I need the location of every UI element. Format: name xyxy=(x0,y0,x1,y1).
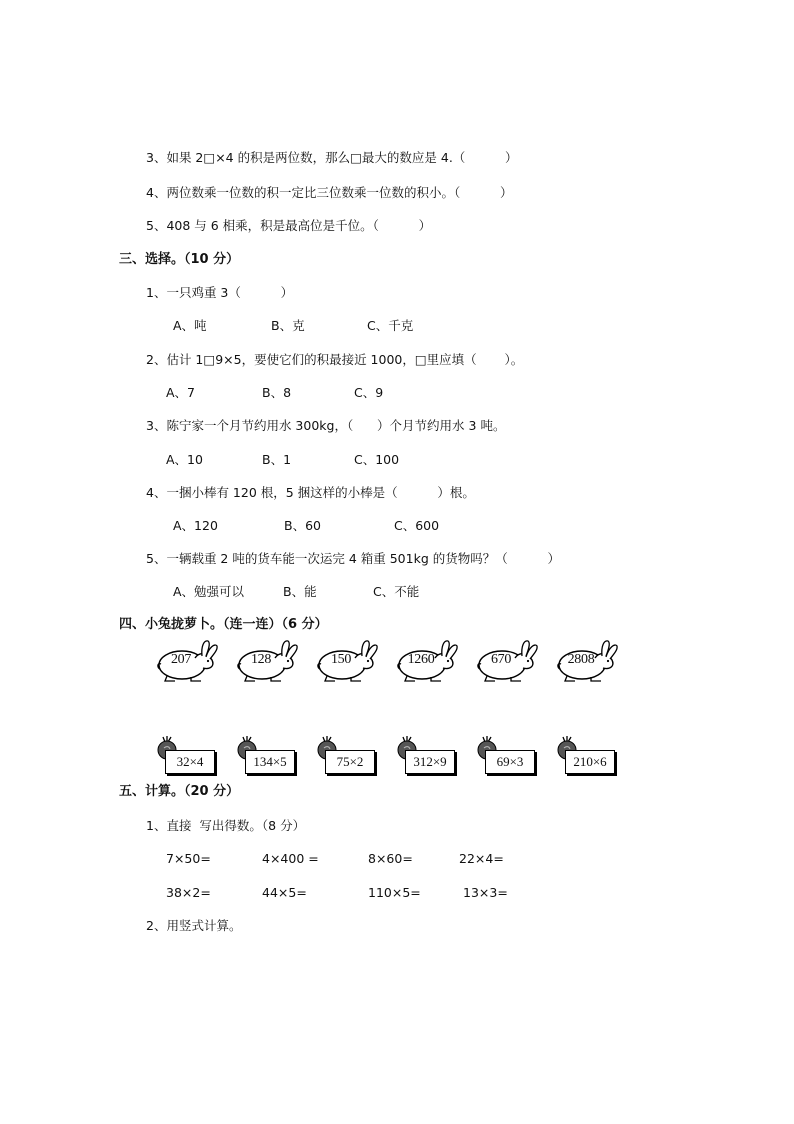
choice-4-option-c: C、600 xyxy=(394,518,440,533)
judge-question-3: 3、如果 2□×4 的积是两位数，那么□最大的数应是 4.（ ） xyxy=(146,150,518,165)
calc-item: 44×5= xyxy=(262,885,307,900)
choice-question-4: 4、一捆小棒有 120 根，5 捆这样的小棒是（ ）根。 xyxy=(146,485,475,500)
carrot-expression: 32×4 xyxy=(165,750,215,774)
rabbit xyxy=(475,638,541,684)
choice-3-option-a: A、10 xyxy=(166,452,203,467)
section-title-choice: 三、选择。（10 分） xyxy=(119,252,240,267)
rabbit xyxy=(155,638,221,684)
choice-5-option-c: C、不能 xyxy=(373,584,420,599)
calc-item: 8×60= xyxy=(368,851,413,866)
choice-1-option-c: C、千克 xyxy=(367,318,414,333)
calc-item: 13×3= xyxy=(463,885,508,900)
rabbit-number: 128 xyxy=(250,652,272,667)
choice-2-option-a: A、7 xyxy=(166,385,196,400)
carrot xyxy=(395,734,457,776)
rabbit-number: 150 xyxy=(330,652,352,667)
choice-4-option-b: B、60 xyxy=(284,518,321,533)
rabbit xyxy=(555,638,621,684)
choice-3-option-c: C、100 xyxy=(354,452,400,467)
rabbit xyxy=(395,638,461,684)
calc-subtitle-1: 1、直接 写出得数。（8 分） xyxy=(146,818,306,833)
rabbit-number: 670 xyxy=(490,652,512,667)
choice-1-option-b: B、克 xyxy=(271,318,305,333)
rabbit-number: 1260 xyxy=(407,652,435,667)
judge-question-5: 5、408 与 6 相乘，积是最高位是千位。（ ） xyxy=(146,218,432,233)
choice-question-3: 3、陈宁家一个月节约用水 300kg，（ ）个月节约用水 3 吨。 xyxy=(146,418,506,433)
choice-2-option-b: B、8 xyxy=(262,385,292,400)
carrot xyxy=(235,734,297,776)
section-title-calc: 五、计算。（20 分） xyxy=(119,784,240,799)
choice-question-1: 1、一只鸡重 3（ ） xyxy=(146,285,294,300)
rabbit-number: 2808 xyxy=(567,652,595,667)
choice-3-option-b: B、1 xyxy=(262,452,292,467)
calc-item: 110×5= xyxy=(368,885,421,900)
rabbit-number: 207 xyxy=(170,652,192,667)
carrot-expression: 312×9 xyxy=(405,750,455,774)
carrot-expression: 75×2 xyxy=(325,750,375,774)
calc-item: 4×400 = xyxy=(262,851,319,866)
choice-5-option-b: B、能 xyxy=(283,584,317,599)
carrot xyxy=(475,734,537,776)
carrot-expression: 69×3 xyxy=(485,750,535,774)
carrot-expression: 134×5 xyxy=(245,750,295,774)
rabbit xyxy=(235,638,301,684)
choice-4-option-a: A、120 xyxy=(173,518,218,533)
choice-question-5: 5、一辆载重 2 吨的货车能一次运完 4 箱重 501kg 的货物吗？（ ） xyxy=(146,551,560,566)
judge-question-4: 4、两位数乘一位数的积一定比三位数乘一位数的积小。（ ） xyxy=(146,185,513,200)
calc-item: 22×4= xyxy=(459,851,504,866)
section-title-match: 四、小兔拢萝卜。（连一连）（6 分） xyxy=(119,617,328,632)
calc-subtitle-2: 2、用竖式计算。 xyxy=(146,918,242,933)
carrot xyxy=(315,734,377,776)
choice-5-option-a: A、勉强可以 xyxy=(173,584,245,599)
calc-item: 38×2= xyxy=(166,885,211,900)
carrot xyxy=(555,734,617,776)
carrot-expression: 210×6 xyxy=(565,750,615,774)
calc-item: 7×50= xyxy=(166,851,211,866)
rabbit xyxy=(315,638,381,684)
choice-2-option-c: C、9 xyxy=(354,385,384,400)
choice-1-option-a: A、吨 xyxy=(173,318,207,333)
choice-question-2: 2、估计 1□9×5，要使它们的积最接近 1000，□里应填（ ）。 xyxy=(146,352,524,367)
carrot xyxy=(155,734,217,776)
